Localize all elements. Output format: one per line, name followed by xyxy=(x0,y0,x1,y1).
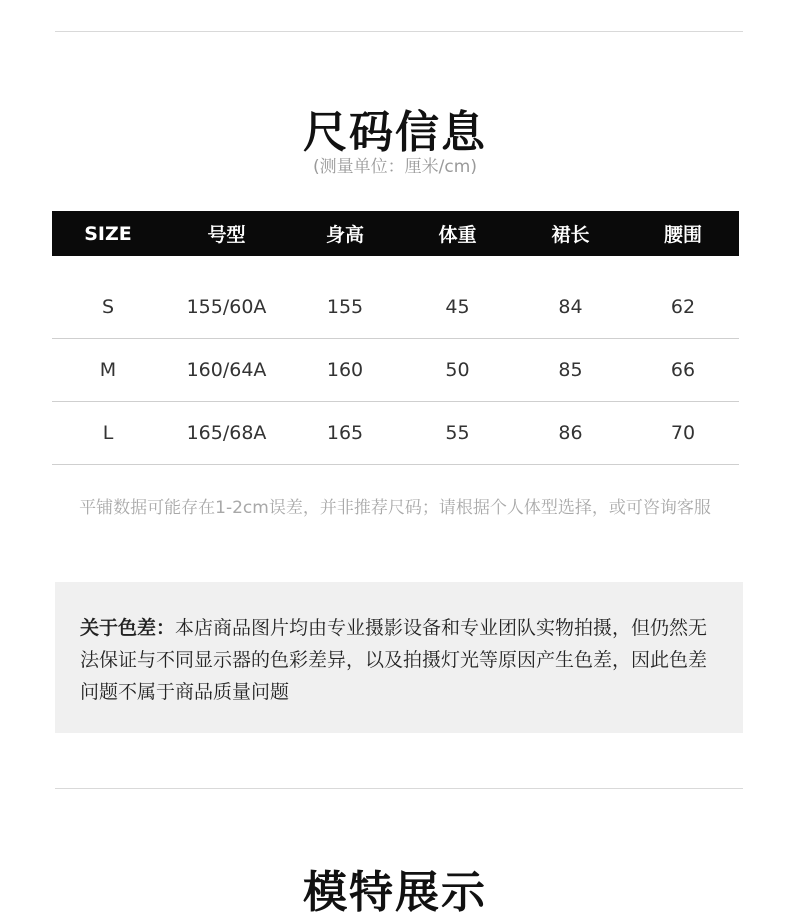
cell-model-no: 160/64A xyxy=(186,359,267,381)
color-notice-label: 关于色差： xyxy=(80,617,176,639)
cell-size: L xyxy=(102,422,114,444)
cell-weight: 50 xyxy=(445,359,470,381)
header-height: 身高 xyxy=(325,224,364,246)
cell-weight: 55 xyxy=(445,422,470,444)
cell-skirt-length: 86 xyxy=(558,422,583,444)
cell-skirt-length: 84 xyxy=(558,296,583,318)
cell-waist: 70 xyxy=(670,422,696,444)
header-waist: 腰围 xyxy=(663,224,702,246)
cell-skirt-length: 85 xyxy=(558,359,583,381)
color-difference-notice xyxy=(55,582,743,733)
cell-height: 155 xyxy=(326,296,364,318)
cell-size: S xyxy=(101,296,115,318)
cell-waist: 66 xyxy=(670,359,696,381)
header-model-no: 号型 xyxy=(207,224,246,246)
cell-size: M xyxy=(99,359,117,381)
cell-model-no: 165/68A xyxy=(186,422,267,444)
table-header xyxy=(52,211,739,256)
table-row xyxy=(52,339,739,402)
bottom-divider xyxy=(55,788,743,789)
measurement-note: 平铺数据可能存在1-2cm误差，并非推荐尺码；请根据个人体型选择，或可咨询客服 xyxy=(79,498,711,518)
header-weight: 体重 xyxy=(438,224,477,246)
cell-height: 165 xyxy=(326,422,364,444)
header-skirt-length: 裙长 xyxy=(551,224,590,246)
table-row xyxy=(52,402,739,465)
cell-model-no: 155/60A xyxy=(186,296,267,318)
top-divider xyxy=(55,31,743,32)
size-info-title: 尺码信息 xyxy=(303,107,487,158)
header-size: SIZE xyxy=(84,222,132,245)
color-notice-text: 本店商品图片均由专业摄影设备和专业团队实物拍摄，但仍然无法保证与不同显示器的色彩差异，以及拍摄灯光等原因产生色差，因此色差问题不属于商品质量问题 xyxy=(80,617,708,703)
model-display-title: 模特展示 xyxy=(303,867,487,918)
cell-waist: 62 xyxy=(670,296,696,318)
size-table xyxy=(52,211,739,465)
cell-weight: 45 xyxy=(445,296,470,318)
cell-height: 160 xyxy=(326,359,364,381)
size-info-subtitle: (测量单位：厘米/cm) xyxy=(313,157,477,177)
table-row xyxy=(52,256,739,339)
